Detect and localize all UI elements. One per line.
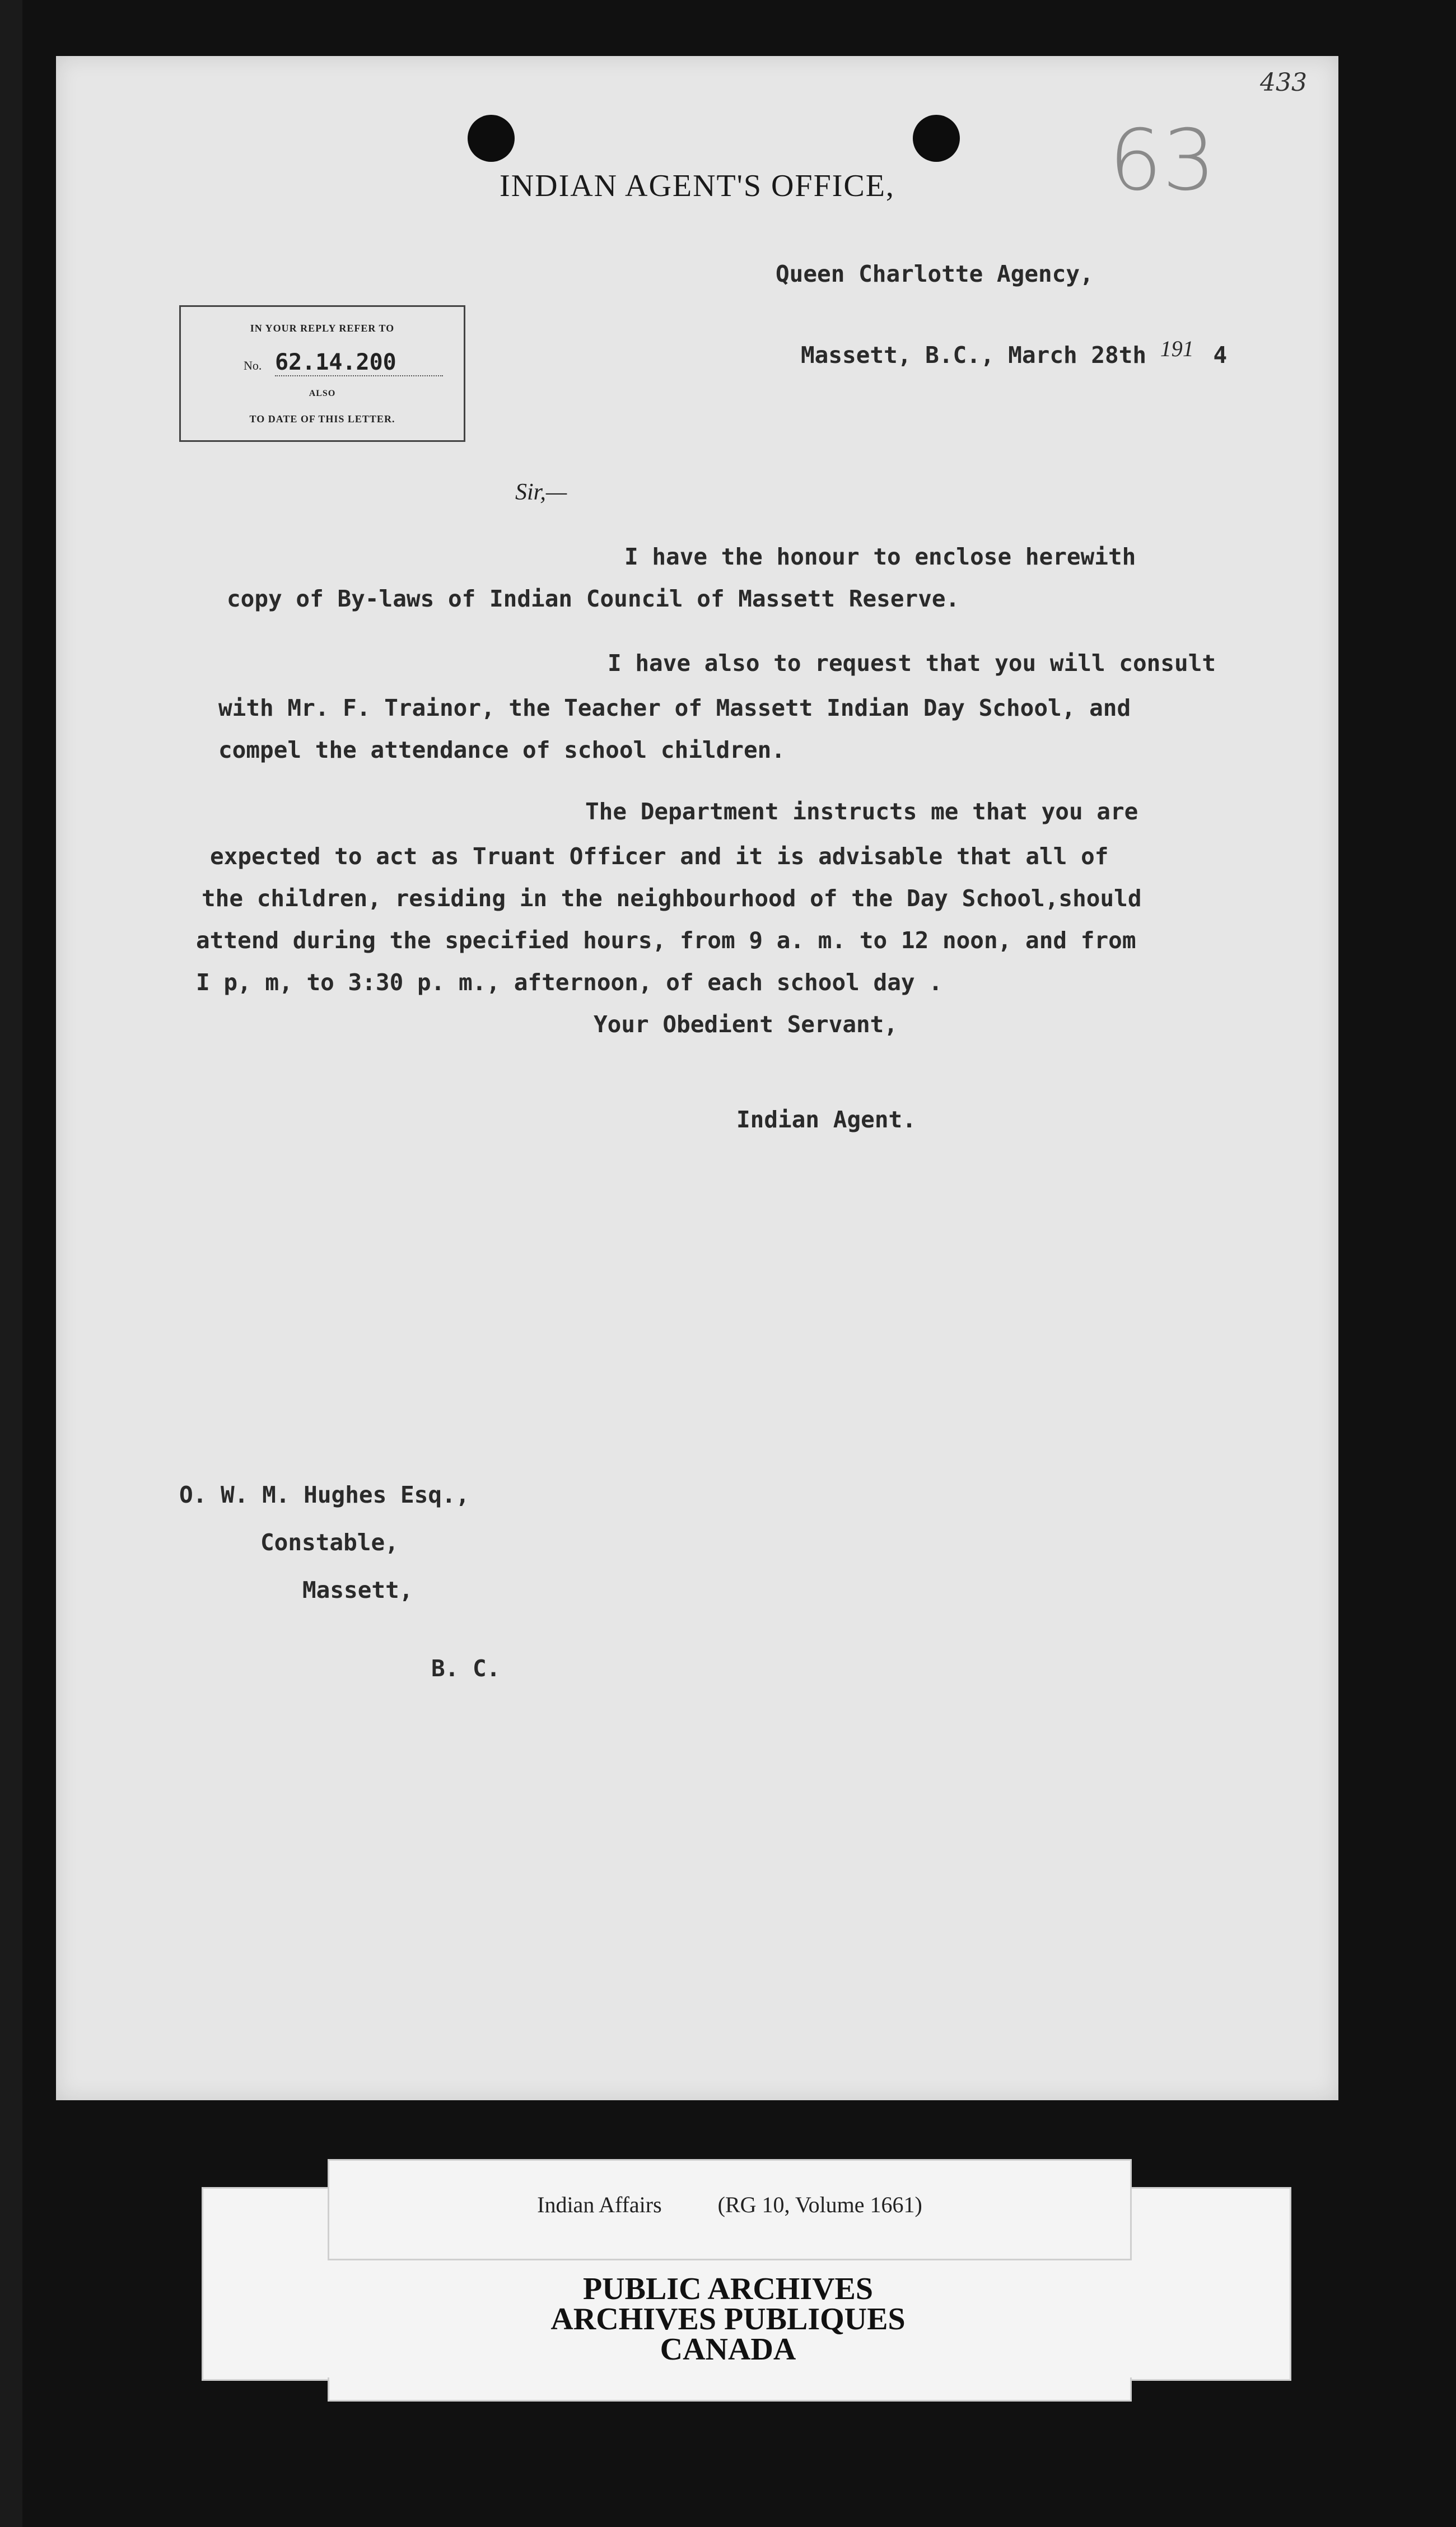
archive-line2: ARCHIVES PUBLIQUES <box>550 2302 906 2337</box>
archive-volume: (RG 10, Volume 1661) <box>717 2192 922 2217</box>
body-line: The Department instructs me that you are <box>585 798 1138 825</box>
handwritten-number: 63 <box>1109 112 1216 209</box>
archive-line3: CANADA <box>660 2332 796 2367</box>
body-line: with Mr. F. Trainor, the Teacher of Massett Indian Day School, and <box>218 694 1131 721</box>
reference-box-line1: IN YOUR REPLY REFER TO <box>250 323 395 334</box>
body-line: I p, m, to 3:30 p. m., afternoon, of each school day . <box>196 969 942 996</box>
body-line: expected to act as Truant Officer and it is advisable that all of <box>210 843 1109 870</box>
body-line: the children, residing in the neighbourhood of the Day School,should <box>202 885 1142 912</box>
closing: Your Obedient Servant, <box>594 1011 898 1038</box>
address-line: B. C. <box>431 1655 501 1682</box>
body-line: attend during the specified hours, from 9 a. m. to 12 noon, and from <box>196 927 1136 954</box>
body-line: compel the attendance of school children. <box>218 736 786 763</box>
reference-box <box>179 305 465 442</box>
reference-box-line4: TO DATE OF THIS LETTER. <box>249 413 395 425</box>
year-prefix: 191 <box>1160 336 1194 361</box>
folio-number: 433 <box>1260 68 1307 97</box>
reference-number-label: No. <box>244 358 262 372</box>
body-line: copy of By-laws of Indian Council of Massett Reserve. <box>227 585 960 612</box>
body-line: I have also to request that you will consult <box>608 650 1216 677</box>
reference-number: 62.14.200 <box>275 349 443 376</box>
archive-stamp <box>328 2274 1128 2375</box>
archive-label-top <box>328 2159 1132 2260</box>
archive-label-tab <box>328 2377 1132 2402</box>
letterhead-office: INDIAN AGENT'S OFFICE, <box>500 169 895 203</box>
place-date-line <box>801 336 1228 369</box>
reference-box-line3: ALSO <box>309 389 336 398</box>
year-digit: 4 <box>1213 342 1228 369</box>
punch-hole-left <box>468 115 515 162</box>
letter-page <box>56 56 1338 2100</box>
archive-label-reference <box>329 2161 1130 2218</box>
address-line: O. W. M. Hughes Esq., <box>179 1481 470 1508</box>
archive-line1: PUBLIC ARCHIVES <box>582 2272 874 2306</box>
agency-line: Queen Charlotte Agency, <box>776 260 1094 287</box>
signature-title: Indian Agent. <box>736 1106 916 1133</box>
address-line: Constable, <box>260 1529 399 1556</box>
salutation: Sir,— <box>515 479 567 505</box>
address-line: Massett, <box>302 1577 413 1603</box>
punch-hole-right <box>913 115 960 162</box>
body-line: I have the honour to enclose herewith <box>624 543 1136 570</box>
archive-fonds: Indian Affairs <box>537 2192 662 2217</box>
place-date: Massett, B.C., March 28th <box>801 342 1147 369</box>
film-edge-left <box>0 0 22 2527</box>
